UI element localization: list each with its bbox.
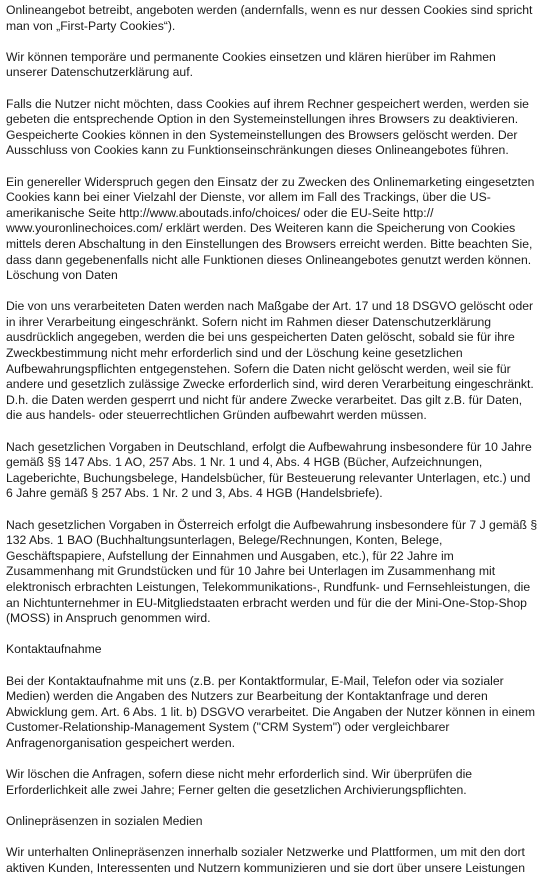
paragraph-contact-deletion: Wir löschen die Anfragen, sofern diese nicht mehr erforderlich sind. Wir überprüfen die Erforderlichkeit alle zwei Jahre; Ferner gelten die gesetzlichen Archivierungspflichten. xyxy=(6,767,473,797)
paragraph-contact-processing: Bei der Kontaktaufnahme mit uns (z.B. per Kontaktformular, E-Mail, Telefon oder via sozialer Medien) werden die Angaben des Nutzers zur Bearbeitung der Kontaktanfrage und deren Abwicklung gem. Art. 6 Abs. 1 lit. b) DSGVO verarbeitet. Die Angaben der Nutzer können in einem Customer-Relationship-Management System ("CRM System") oder vergleichbarer Anfragenorganisation gespeichert werden. xyxy=(6,673,536,750)
paragraph-objection-tracking: Ein genereller Widerspruch gegen den Einsatz der zu Zwecken des Onlinemarketing eingesetzten Cookies kann bei einer Vielzahl der Dienste, vor allem im Fall des Trackings, über die US- amerikanische Seite http://www.aboutads.info/choices/ oder die EU-Seite http:// www.youronlinechoices.com/ erklärt werden. Des Weiteren kann die Speicherung von Cookies mittels deren Abschaltung in den Einstellungen des Browsers erreicht werden. Bitte beachten Sie, dass dann gegebenenfalls nicht alle Funktionen dieses Onlineangebotes genutzt werden können. Löschung von Daten xyxy=(6,174,535,283)
paragraph-retention-germany: Nach gesetzlichen Vorgaben in Deutschland, erfolgt die Aufbewahrung insbesondere für 10 Jahre gemäß §§ 147 Abs. 1 AO, 257 Abs. 1 Nr. 1 und 4, Abs. 4 HGB (Bücher, Aufzeichnungen, Lageberichte, Buchungsbelege, Handelsbücher, für Besteuerung relevanter Unterlagen, etc.) und 6 Jahre gemäß § 257 Abs. 1 Nr. 2 und 3, Abs. 4 HGB (Handelsbriefe). xyxy=(6,439,532,501)
paragraph-data-deletion: Die von uns verarbeiteten Daten werden nach Maßgabe der Art. 17 und 18 DSGVO gelöscht oder in ihrer Verarbeitung eingeschränkt. Sofern nicht im Rahmen dieser Datenschutzerklärung ausdrücklich angegeben, werden die bei uns gespeicherten Daten gelöscht, sobald sie für ihre Zweckbestimmung nicht mehr erforderlich sind und der Löschung keine gesetzlichen Aufbewahrungspflichten entgegenstehen. Sofern die Daten nicht gelöscht werden, weil sie für andere und gesetzlich zulässige Zwecke erforderlich sind, wird deren Verarbeitung eingeschränkt. D.h. die Daten werden gesperrt und nicht für andere Zwecke verarbeitet. Das gilt z.B. für Daten, die aus handels- oder steuerrechtlichen Gründen aufbewahrt werden müssen. xyxy=(6,299,534,423)
section-heading-social-media: Onlinepräsenzen in sozialen Medien xyxy=(6,813,203,828)
paragraph-temporary-cookies: Wir können temporäre und permanente Cookies einsetzen und klären hierüber im Rahmen unserer Datenschutzerklärung auf. xyxy=(6,49,496,80)
document-body xyxy=(6,3,544,876)
paragraph-retention-austria: Nach gesetzlichen Vorgaben in Österreich erfolgt die Aufbewahrung insbesondere für 7 J gemäß § 132 Abs. 1 BAO (Buchhaltungsunterlagen, Belege/Rechnungen, Konten, Belege, Geschäftspapiere, Aufstellung der Einnahmen und Ausgaben, etc.), für 22 Jahre im Zusammenhang mit Grundstücken und für 10 Jahre bei Unterlagen im Zusammenhang mit elektronisch erbrachten Leistungen, Telekommunikations-, Rundfunk- und Fernsehleistungen, die an Nichtunternehmer in EU-Mitgliedstaaten erbracht werden und für die der Mini-One-Stop-Shop (MOSS) in Anspruch genommen wird. xyxy=(6,517,538,626)
paragraph-social-media-presence: Wir unterhalten Onlinepräsenzen innerhalb sozialer Netzwerke und Plattformen, um mit den dort aktiven Kunden, Interessenten und Nutzern kommunizieren und sie dort über unsere Leistungen xyxy=(6,845,525,875)
paragraph-first-party-cookies: Onlineangebot betreibt, angeboten werden (andernfalls, wenn es nur dessen Cookies sind spricht man von „First-Party Cookies“). xyxy=(6,3,533,33)
section-heading-contact: Kontaktaufnahme xyxy=(6,642,102,657)
paragraph-disable-cookies: Falls die Nutzer nicht möchten, dass Cookies auf ihrem Rechner gespeichert werden, werden sie gebeten die entsprechende Option in den Systemeinstellungen ihres Browsers zu deaktivieren. Gespeicherte Cookies können in den Systemeinstellungen des Browsers gelöscht werden. Der Ausschluss von Cookies kann zu Funktionseinschränkungen dieses Onlineangebotes führen. xyxy=(6,96,529,158)
